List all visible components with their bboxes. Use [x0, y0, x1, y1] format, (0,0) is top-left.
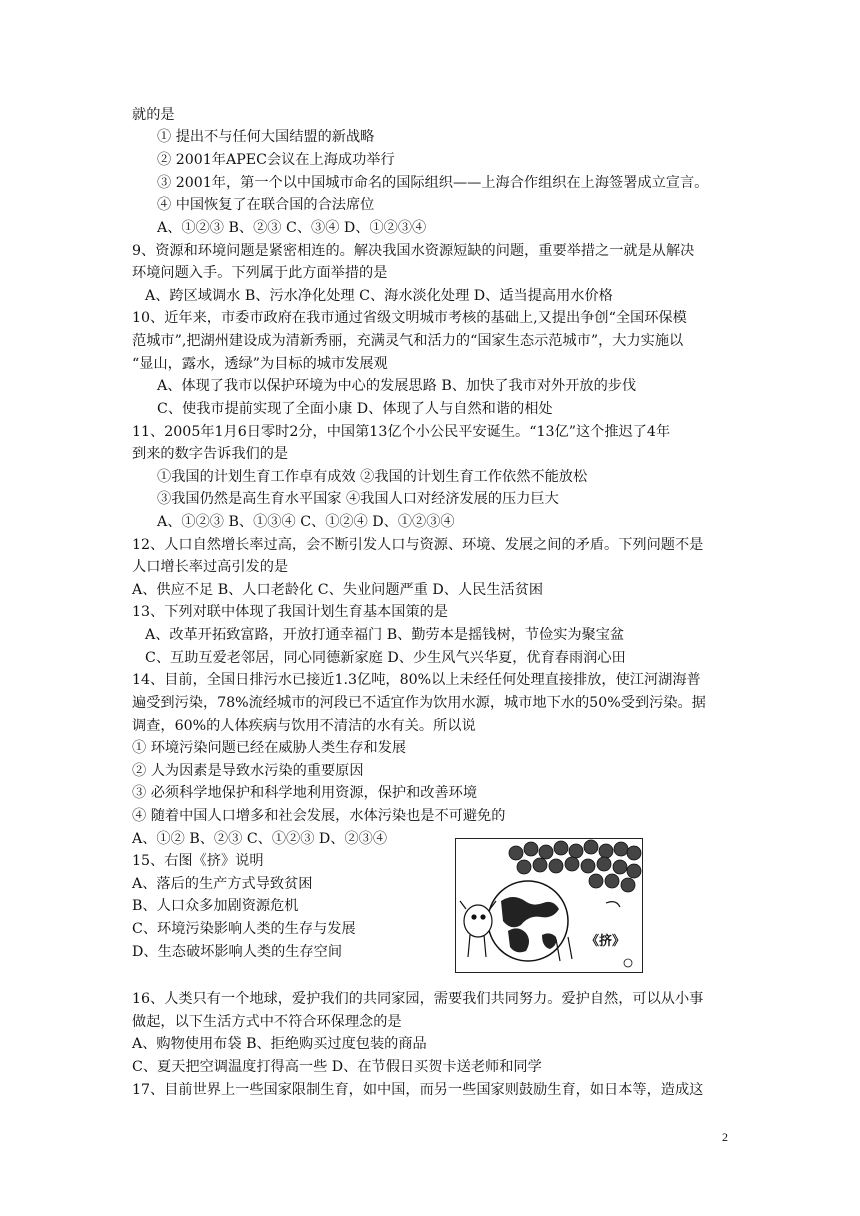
text-line: 人口增长率过高引发的是: [132, 559, 289, 575]
text-line: 13、下列对联中体现了我国计划生育基本国策的是: [132, 604, 448, 620]
text-line: ② 人为因素是导致水污染的重要原因: [132, 763, 364, 779]
text-line: A、①② B、②③ C、①②③ D、②③④: [132, 831, 388, 847]
cartoon-illustration: [456, 839, 642, 972]
text-line: ①我国的计划生育工作卓有成效 ②我国的计划生育工作依然不能放松: [157, 469, 588, 485]
text-line: ① 提出不与任何大国结盟的新战略: [157, 129, 375, 145]
text-line: A、①②③ B、①③④ C、①②④ D、①②③④: [157, 514, 455, 530]
text-line: “显山，露水，透绿”为目标的城市发展观: [132, 356, 388, 372]
text-line: 遍受到污染，78%流经城市的河段已不适宜作为饮用水源，城市地下水的50%受到污染。据: [132, 695, 706, 711]
page-number: 2: [722, 1130, 728, 1144]
text-line: 到来的数字告诉我们的是: [132, 446, 289, 462]
text-line: A、购物使用布袋 B、拒绝购买过度包装的商品: [132, 1036, 427, 1052]
text-line: B、人口众多加剧资源危机: [132, 898, 299, 914]
globe-drawing: [488, 881, 568, 961]
text-line: A、改革开拓致富路，开放打通幸福门 B、勤劳本是摇钱树，节俭实为聚宝盆: [145, 627, 625, 643]
text-line: 做起，以下生活方式中不符合环保理念的是: [132, 1014, 402, 1030]
text-line: C、使我市提前实现了全面小康 D、体现了人与自然和谐的相处: [157, 401, 553, 417]
text-line: 12、人口自然增长率过高，会不断引发人口与资源、环境、发展之间的矛盾。下列问题不是: [132, 537, 704, 553]
text-line: 15、右图《挤》说明: [132, 853, 264, 869]
text-line: 调查，60%的人体疾病与饮用不清洁的水有关。所以说: [132, 718, 476, 734]
text-line: 14、目前，全国日排污水已接近1.3亿吨，80%以上未经任何处理直接排放，使江河湖海普: [132, 672, 701, 688]
text-line: ③我国仍然是高生育水平国家 ④我国人口对经济发展的压力巨大: [157, 491, 559, 507]
text-line: 10、近年来，市委市政府在我市通过省级文明城市考核的基础上,又提出争创“全国环保模: [132, 310, 687, 326]
cartoon-title: 《挤》: [586, 934, 626, 949]
text-line: D、生态破坏影响人类的生存空间: [132, 944, 343, 960]
text-line: ④ 中国恢复了在联合国的合法席位: [157, 197, 375, 213]
text-line: ② 2001年APEC会议在上海成功举行: [157, 152, 395, 168]
text-line: A、①②③ B、②③ C、③④ D、①②③④: [157, 220, 427, 236]
text-line: ④ 随着中国人口增多和社会发展，水体污染也是不可避免的: [132, 808, 506, 824]
text-line: 就的是: [132, 107, 175, 123]
text-line: C、夏天把空调温度打得高一些 D、在节假日买贺卡送老师和同学: [132, 1059, 542, 1075]
text-line: ① 环境污染问题已经在威胁人类生存和发展: [132, 740, 407, 756]
text-line: A、落后的生产方式导致贫困: [132, 876, 313, 892]
text-line: ③ 2001年，第一个以中国城市命名的国际组织——上海合作组织在上海签署成立宣言。: [157, 175, 709, 191]
text-line: C、互助互爱老邻居，同心同德新家庭 D、少生风气兴华夏，优育春雨润心田: [145, 650, 626, 666]
text-line: A、供应不足 B、人口老龄化 C、失业问题严重 D、人民生活贫困: [132, 582, 544, 598]
text-line: 16、人类只有一个地球，爱护我们的共同家园，需要我们共同努力。爱护自然，可以从小事: [132, 991, 704, 1007]
text-line: 环境问题入手。下列属于此方面举措的是: [132, 265, 388, 281]
text-line: A、跨区域调水 B、污水净化处理 C、海水淡化处理 D、适当提高用水价格: [145, 288, 613, 304]
text-line: 11、2005年1月6日零时2分，中国第13亿个小公民平安诞生。“13亿”这个推迟了4年: [132, 424, 671, 440]
text-line: 9、资源和环境问题是紧密相连的。解决我国水资源短缺的问题，重要举措之一就是从解决: [132, 243, 695, 259]
text-line: A、体现了我市以保护环境为中心的发展思路 B、加快了我市对外开放的步伐: [157, 378, 637, 394]
text-line: C、环境污染影响人类的生存与发展: [132, 921, 356, 937]
text-line: ③ 必须科学地保护和科学地利用资源，保护和改善环境: [132, 785, 478, 801]
text-line: 范城市”,把湖州建设成为清新秀丽，充满灵气和活力的“国家生态示范城市”，大力实施以: [132, 333, 684, 349]
cartoon-figure: [455, 838, 643, 973]
stamp-icon: [624, 959, 632, 967]
text-line: 17、目前世界上一些国家限制生育，如中国，而另一些国家则鼓励生育，如日本等，造成这: [132, 1082, 704, 1098]
